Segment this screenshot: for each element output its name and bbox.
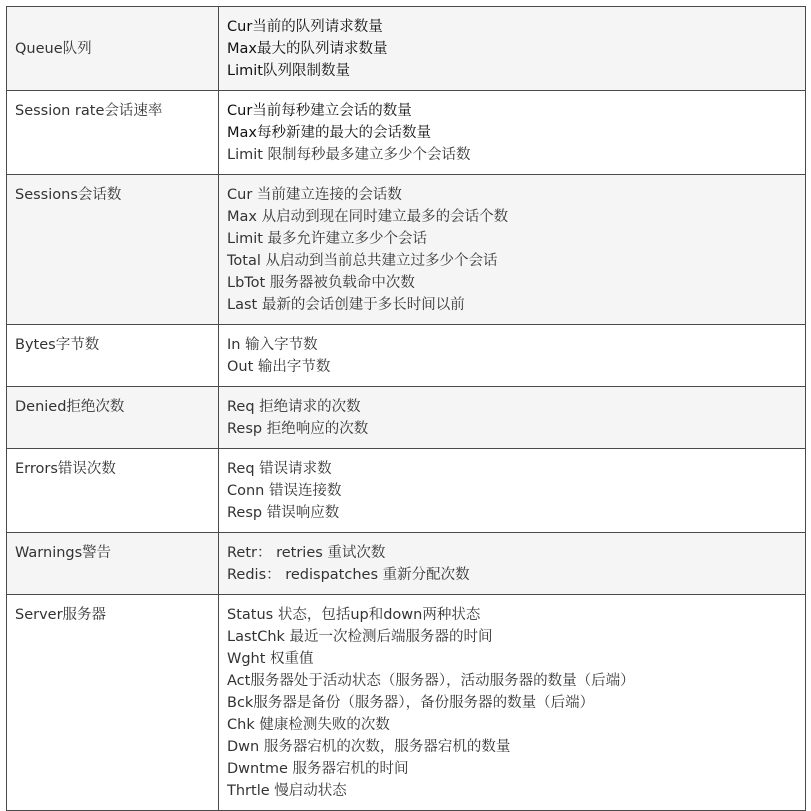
- description-cell: [219, 175, 806, 325]
- term-cell: Queue队列: [7, 7, 219, 91]
- description-line: Resp 拒绝响应的次数: [227, 421, 369, 437]
- description-line: Max最大的队列请求数量: [227, 41, 388, 57]
- description-cell: [219, 7, 806, 91]
- description-line: Redis： redispatches 重新分配次数: [227, 567, 470, 583]
- description-line: Chk 健康检测失败的次数: [227, 717, 390, 733]
- term-cell: Bytes字节数: [7, 325, 219, 387]
- description-line: Resp 错误响应数: [227, 505, 340, 521]
- description-line: Cur 当前建立连接的会话数: [227, 187, 402, 203]
- description-line: Limit 限制每秒最多建立多少个会话数: [227, 147, 471, 163]
- description-cell: [219, 91, 806, 175]
- description-line: LastChk 最近一次检测后端服务器的时间: [227, 629, 493, 645]
- description-line: Thrtle 慢启动状态: [227, 783, 347, 799]
- description-line: Conn 错误连接数: [227, 483, 342, 499]
- table-row-queue: [7, 7, 806, 91]
- description-line: Total 从启动到当前总共建立过多少个会话: [227, 253, 498, 269]
- reference-table: [6, 6, 806, 811]
- description-line: LbTot 服务器被负载命中次数: [227, 275, 415, 291]
- description-line: Bck服务器是备份（服务器），备份服务器的数量（后端）: [227, 695, 595, 711]
- term-cell: Warnings警告: [7, 533, 219, 595]
- description-line: Max 从启动到现在同时建立最多的会话个数: [227, 209, 509, 225]
- description-line: Cur当前的队列请求数量: [227, 19, 383, 35]
- description-line: Max每秒新建的最大的会话数量: [227, 125, 431, 141]
- description-line: Dwntme 服务器宕机的时间: [227, 761, 409, 777]
- term-cell: Server服务器: [7, 595, 219, 811]
- description-line: Retr： retries 重试次数: [227, 545, 386, 561]
- description-line: Dwn 服务器宕机的次数，服务器宕机的数量: [227, 739, 511, 755]
- table-row-session-rate: [7, 91, 806, 175]
- description-line: Status 状态，包括up和down两种状态: [227, 607, 481, 623]
- term-cell: Errors错误次数: [7, 449, 219, 533]
- description-cell: [219, 449, 806, 533]
- table-row-sessions: [7, 175, 806, 325]
- description-line: Act服务器处于活动状态（服务器），活动服务器的数量（后端）: [227, 673, 635, 689]
- term-cell: Session rate会话速率: [7, 91, 219, 175]
- description-line: Out 输出字节数: [227, 359, 331, 375]
- term-cell: Sessions会话数: [7, 175, 219, 325]
- description-line: Last 最新的会话创建于多长时间以前: [227, 297, 465, 313]
- description-line: Limit队列限制数量: [227, 63, 350, 79]
- description-line: Wght 权重值: [227, 651, 314, 667]
- table-row-errors: [7, 449, 806, 533]
- table-row-bytes: [7, 325, 806, 387]
- table-row-server: [7, 595, 806, 811]
- description-cell: [219, 387, 806, 449]
- description-cell: [219, 533, 806, 595]
- term-cell: Denied拒绝次数: [7, 387, 219, 449]
- table-row-warnings: [7, 533, 806, 595]
- description-cell: [219, 595, 806, 811]
- description-line: In 输入字节数: [227, 337, 318, 353]
- description-line: Cur当前每秒建立会话的数量: [227, 103, 412, 119]
- description-line: Limit 最多允许建立多少个会话: [227, 231, 428, 247]
- description-line: Req 错误请求数: [227, 461, 332, 477]
- description-cell: [219, 325, 806, 387]
- table-row-denied: [7, 387, 806, 449]
- description-line: Req 拒绝请求的次数: [227, 399, 361, 415]
